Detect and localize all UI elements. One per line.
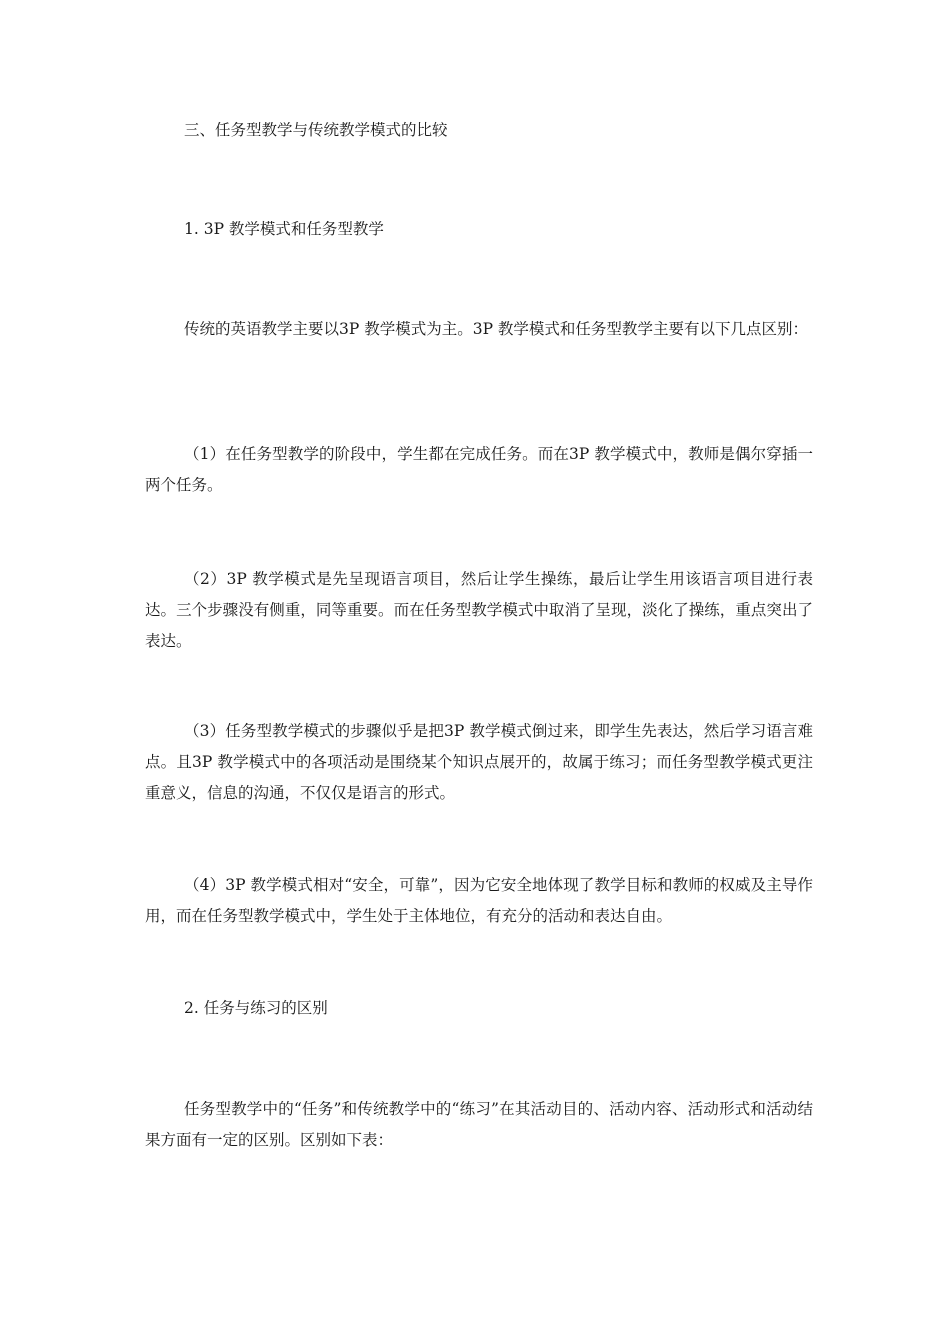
point-4-paragraph: （4）3P 教学模式相对“安全，可靠”，因为它安全地体现了教学目标和教师的权威及主导作用，而在任务型教学模式中，学生处于主体地位，有充分的活动和表达自由。 [145, 876, 813, 925]
point-3-paragraph: （3）任务型教学模式的步骤似乎是把3P 教学模式倒过来，即学生先表达，然后学习语言难点。且3P 教学模式中的各项活动是围绕某个知识点展开的，故属于练习；而任务型教学模式更注重意义，信息的沟通，不仅仅是语言的形式。 [145, 722, 813, 802]
closing-paragraph: 任务型教学中的“任务”和传统教学中的“练习”在其活动目的、活动内容、活动形式和活动结果方面有一定的区别。区别如下表： [145, 1100, 813, 1149]
intro-paragraph: 传统的英语教学主要以3P 教学模式为主。3P 教学模式和任务型教学主要有以下几点区别： [184, 320, 808, 338]
subheading-task-vs-exercise: 2. 任务与练习的区别 [184, 999, 328, 1017]
section-heading: 三、任务型教学与传统教学模式的比较 [184, 121, 448, 139]
point-2-paragraph: （2）3P 教学模式是先呈现语言项目，然后让学生操练，最后让学生用该语言项目进行表达。三个步骤没有侧重，同等重要。而在任务型教学模式中取消了呈现，淡化了操练，重点突出了表达。 [145, 570, 813, 650]
point-1-paragraph: （1）在任务型教学的阶段中，学生都在完成任务。而在3P 教学模式中，教师是偶尔穿插一两个任务。 [145, 445, 813, 494]
subheading-3p-model: 1. 3P 教学模式和任务型教学 [184, 220, 384, 238]
